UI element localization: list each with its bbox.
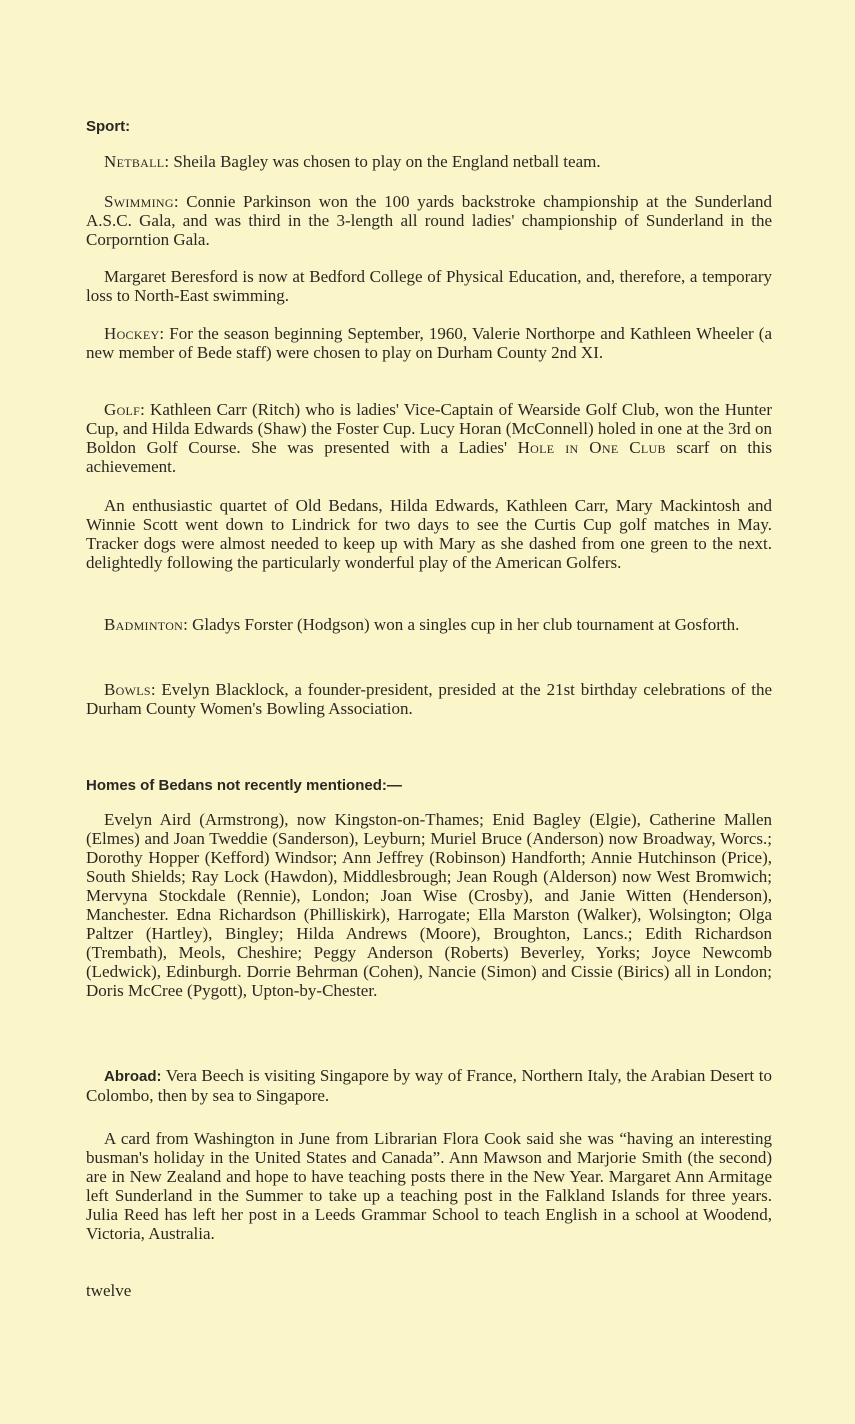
bowls-text: : Evelyn Blacklock, a founder-president, presided at the 21st birthday celebrations of the Durham County Women's Bowling Association. bbox=[86, 680, 772, 718]
page-number: twelve bbox=[86, 1281, 132, 1300]
homes-heading: Homes of Bedans not recently mentioned:— bbox=[86, 777, 402, 794]
badminton-text: : Gladys Forster (Hodgson) won a singles cup in her club tournament at Gosforth. bbox=[183, 615, 740, 634]
golf-text-before: : Kathleen Carr (Ritch) who is ladies' Vice-Captain of Wearside Golf Club, won the Hunter Cup, and Hilda Edwards (Shaw) the Foster Cup. Lucy Horan (McConnell) holed in one at the 3rd on Boldon Golf Course. She was presented with a Ladies' bbox=[86, 400, 772, 457]
bowls-paragraph bbox=[86, 680, 772, 718]
abroad-label: Abroad: bbox=[104, 1068, 162, 1085]
netball-paragraph bbox=[86, 152, 772, 171]
swimming-paragraph bbox=[86, 192, 772, 249]
swimming-label: Swimming bbox=[104, 192, 174, 211]
golf-text-after: scarf on this achievement. bbox=[86, 438, 772, 476]
abroad-text: Vera Beech is visiting Singapore by way of France, Northern Italy, the Arabian Desert to Colombo, then by sea to Singapore. bbox=[86, 1066, 772, 1105]
golf-label: Golf bbox=[104, 400, 141, 419]
card-paragraph: A card from Washington in June from Librarian Flora Cook said she was “having an interesting busman's holiday in the United States and Canada”. Ann Mawson and Marjorie Smith (the second) are in New Zealand and hope to have teaching posts there in the New Year. Margaret Ann Armitage left Sunderland in the Summer to take up a teaching post in the Falkland Islands for three years. Julia Reed has left her post in a Leeds Grammar School to teach English in a school at Woodend, Victoria, Australia. bbox=[86, 1129, 772, 1243]
badminton-label: Badminton bbox=[104, 615, 184, 634]
swimming-text: : Connie Parkinson won the 100 yards backstroke championship at the Sunderland A.S.C. Gala, and was third in the 3-length all round ladies' championship of Sunderland in the Corporntion Gala. bbox=[86, 192, 772, 249]
netball-text: : Sheila Bagley was chosen to play on the England netball team. bbox=[164, 152, 601, 171]
hockey-label: Hockey bbox=[104, 324, 160, 343]
homes-paragraph: Evelyn Aird (Armstrong), now Kingston-on-Thames; Enid Bagley (Elgie), Catherine Mallen (Elmes) and Joan Tweddie (Sanderson), Leyburn; Muriel Bruce (Anderson) now Broadway, Worcs.; Dorothy Hopper (Kefford) Windsor; Ann Jeffrey (Robinson) Handforth; Annie Hutchinson (Price), South Shields; Ray Lock (Hawdon), Middlesbrough; Jean Rough (Alderson) now West Bromwich; Mervyna Stockdale (Rennie), London; Joan Wise (Crosby), and Janie Witten (Henderson), Manchester. Edna Richardson (Philliskirk), Harrogate; Ella Marston (Walker), Wolsington; Olga Paltzer (Hartley), Bingley; Hilda Andrews (Moore), Broughton, Lancs.; Edith Richardson (Trembath), Meols, Cheshire; Peggy Anderson (Roberts) Beverley, Yorks; Joyce Newcomb (Ledwick), Edinburgh. Dorrie Behrman (Cohen), Nancie (Simon) and Cissie (Birics) all in London; Doris McCree (Pygott), Upton-by-Chester. bbox=[86, 810, 772, 1000]
quartet-paragraph: An enthusiastic quartet of Old Bedans, Hilda Edwards, Kathleen Carr, Mary Mackintosh and Winnie Scott went down to Lindrick for two days to see the Curtis Cup golf matches in May. Tracker dogs were almost needed to keep up with Mary as she dashed from one green to the next. delightedly following the particularly wonderful play of the American Golfers. bbox=[86, 496, 772, 572]
golf-paragraph bbox=[86, 400, 772, 476]
hockey-text: : For the season beginning September, 1960, Valerie Northorpe and Kathleen Wheeler (a new member of Bede staff) were chosen to play on Durham County 2nd XI. bbox=[86, 324, 772, 362]
hockey-paragraph bbox=[86, 324, 772, 362]
badminton-paragraph bbox=[86, 615, 772, 634]
hole-in-one-club: Hole in One Club bbox=[517, 438, 666, 457]
bowls-label: Bowls bbox=[104, 680, 151, 699]
netball-label: Netball bbox=[104, 152, 165, 171]
abroad-paragraph bbox=[86, 1066, 772, 1105]
sport-heading: Sport: bbox=[86, 118, 131, 135]
beresford-paragraph: Margaret Beresford is now at Bedford College of Physical Education, and, therefore, a temporary loss to North-East swimming. bbox=[86, 267, 772, 305]
